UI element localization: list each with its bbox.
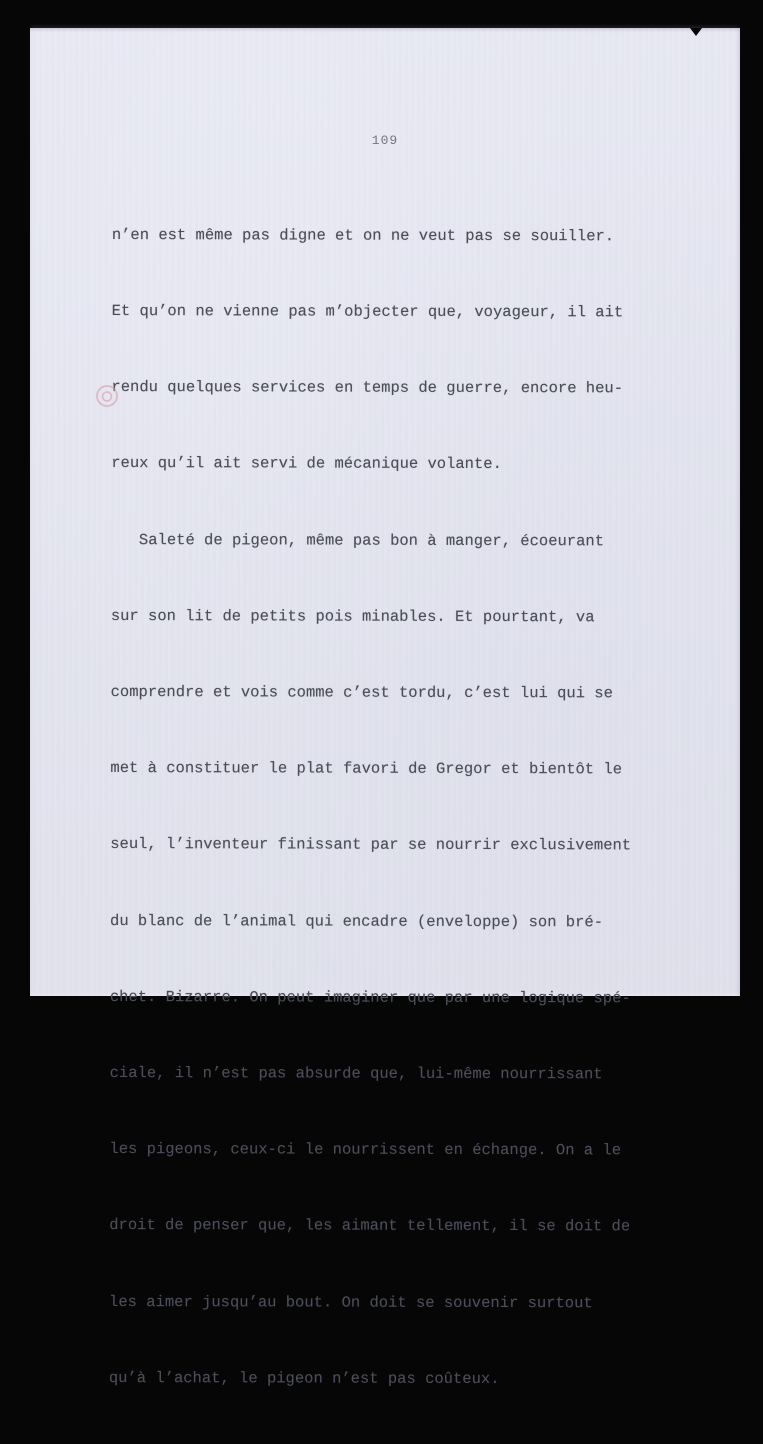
page-edge-notch (690, 28, 702, 36)
text-line: chet. Bizarre. On peut imaginer que par une logique spé- (109, 987, 631, 1008)
circled-annotation-mark (94, 383, 120, 409)
text-line: Saleté de pigeon, même pas bon à manger, écoeurant (111, 530, 605, 550)
text-line: du blanc de l’animal qui encadre (enveloppe) son bré- (110, 911, 604, 931)
text-line: ciale, il n’est pas absurde que, lui-même nourrissant (109, 1064, 603, 1084)
body-text (109, 172, 672, 1444)
document-page (30, 28, 740, 1388)
text-line: les aimer jusqu’au bout. On doit se souvenir surtout (109, 1292, 593, 1312)
text-line: qu’à l’achat, le pigeon n’est pas coûteux. (108, 1368, 500, 1388)
text-line: Et qu’on ne vienne pas m’objecter que, voyageur, il ait (111, 302, 624, 322)
text-line: seul, l’inventeur finissant par se nourrir exclusivement (110, 835, 632, 855)
circle-mark-icon (94, 383, 120, 409)
text-line: reux qu’il ait servi de mécanique volante. (111, 454, 502, 474)
text-line: rendu quelques services en temps de guerre, encore heu- (111, 378, 624, 398)
text-line: n’en est même pas digne et on ne veut pas se souiller. (111, 225, 615, 246)
text-line: droit de penser que, les aimant tellement, il se doit de (109, 1216, 631, 1236)
text-line: comprendre et vois comme c’est tordu, c’est lui qui se (110, 683, 613, 703)
page-number: 109 (371, 133, 399, 148)
text-line: sur son lit de petits pois minables. Et pourtant, va (110, 606, 595, 627)
text-line: les pigeons, ceux-ci le nourrissent en échange. On a le (109, 1140, 622, 1160)
text-line: met à constituer le plat favori de Gregor et bientôt le (110, 759, 623, 779)
